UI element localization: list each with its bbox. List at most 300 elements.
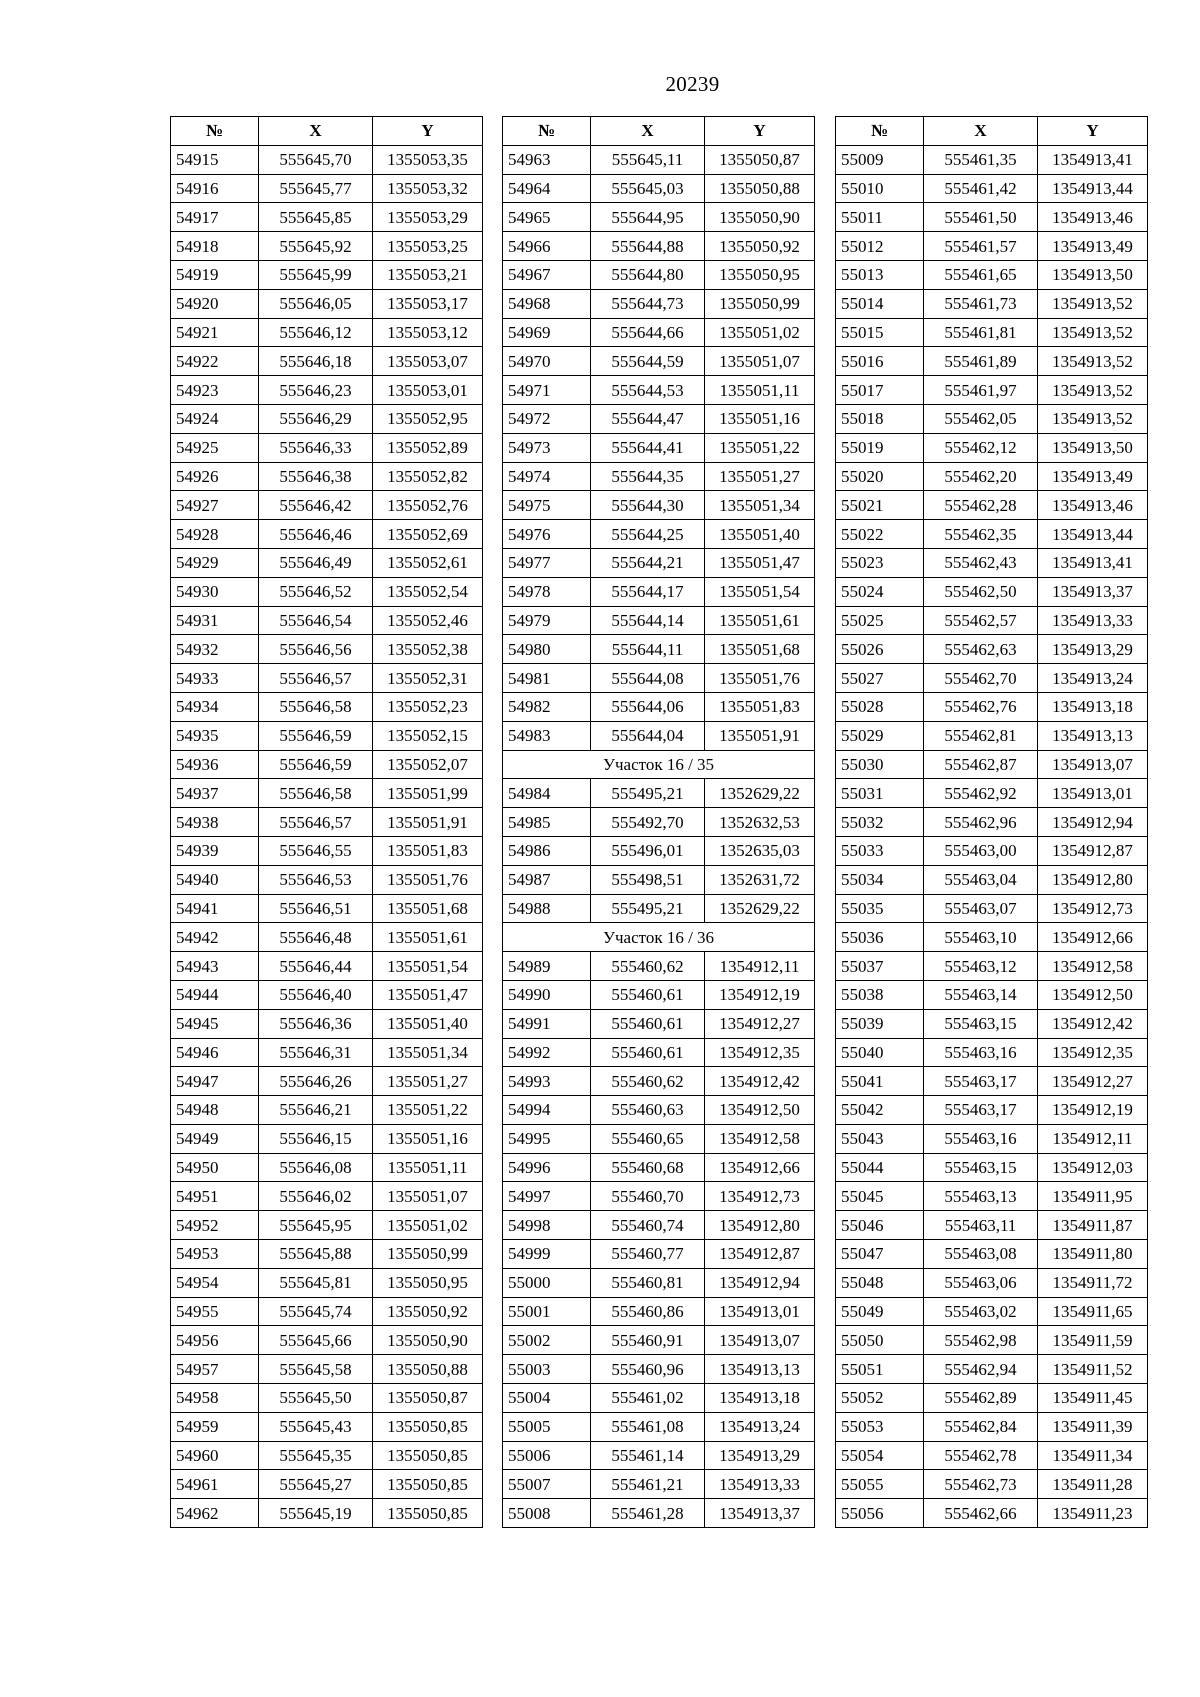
table-row	[171, 520, 483, 549]
point-number: 54918	[171, 232, 259, 261]
table-row	[171, 404, 483, 433]
point-number: 55011	[836, 203, 924, 232]
table-row	[503, 1009, 815, 1038]
point-number: 55040	[836, 1038, 924, 1067]
y-coordinate: 1354911,28	[1038, 1470, 1148, 1499]
table-row	[503, 376, 815, 405]
y-coordinate: 1354913,37	[1038, 577, 1148, 606]
x-coordinate: 555462,12	[924, 433, 1038, 462]
table-row	[503, 779, 815, 808]
table-row	[836, 779, 1148, 808]
y-coordinate: 1355053,21	[373, 260, 483, 289]
y-coordinate: 1354913,29	[1038, 635, 1148, 664]
table-row	[836, 520, 1148, 549]
y-coordinate: 1355053,29	[373, 203, 483, 232]
x-coordinate: 555462,98	[924, 1326, 1038, 1355]
table-row	[836, 1211, 1148, 1240]
point-number: 55002	[503, 1326, 591, 1355]
table-row	[836, 318, 1148, 347]
section-title: Участок 16 / 36	[503, 923, 815, 952]
y-coordinate: 1355051,40	[373, 1009, 483, 1038]
point-number: 54934	[171, 692, 259, 721]
x-coordinate: 555644,17	[591, 577, 705, 606]
point-number: 55033	[836, 836, 924, 865]
table-row	[836, 347, 1148, 376]
x-coordinate: 555644,14	[591, 606, 705, 635]
table-header-row	[836, 117, 1148, 146]
x-coordinate: 555462,35	[924, 520, 1038, 549]
point-number: 54997	[503, 1182, 591, 1211]
table-row	[836, 1153, 1148, 1182]
table-row	[836, 145, 1148, 174]
x-coordinate: 555463,17	[924, 1096, 1038, 1125]
point-number: 54966	[503, 232, 591, 261]
point-number: 55026	[836, 635, 924, 664]
x-coordinate: 555645,88	[259, 1240, 373, 1269]
y-coordinate: 1354913,46	[1038, 491, 1148, 520]
point-number: 55034	[836, 865, 924, 894]
table-row	[836, 174, 1148, 203]
table-row	[171, 1297, 483, 1326]
point-number: 54916	[171, 174, 259, 203]
x-coordinate: 555644,30	[591, 491, 705, 520]
x-coordinate: 555646,33	[259, 433, 373, 462]
point-number: 54998	[503, 1211, 591, 1240]
table-row	[836, 1297, 1148, 1326]
table-row	[836, 836, 1148, 865]
x-coordinate: 555463,00	[924, 836, 1038, 865]
y-coordinate: 1355051,27	[705, 462, 815, 491]
x-coordinate: 555463,17	[924, 1067, 1038, 1096]
point-number: 54950	[171, 1153, 259, 1182]
table-row	[836, 606, 1148, 635]
point-number: 54961	[171, 1470, 259, 1499]
x-coordinate: 555460,61	[591, 1038, 705, 1067]
section-row	[503, 923, 815, 952]
table-row	[171, 779, 483, 808]
table-row	[836, 548, 1148, 577]
point-number: 55054	[836, 1441, 924, 1470]
y-coordinate: 1354913,24	[705, 1412, 815, 1441]
point-number: 55050	[836, 1326, 924, 1355]
y-coordinate: 1355052,46	[373, 606, 483, 635]
header-x: X	[259, 117, 373, 146]
section-row	[503, 750, 815, 779]
point-number: 54946	[171, 1038, 259, 1067]
point-number: 55014	[836, 289, 924, 318]
y-coordinate: 1355052,89	[373, 433, 483, 462]
x-coordinate: 555646,40	[259, 980, 373, 1009]
table-row	[836, 1355, 1148, 1384]
point-number: 54941	[171, 894, 259, 923]
table-row	[836, 635, 1148, 664]
x-coordinate: 555644,08	[591, 664, 705, 693]
y-coordinate: 1354912,73	[705, 1182, 815, 1211]
y-coordinate: 1355050,87	[373, 1384, 483, 1413]
table-row	[836, 721, 1148, 750]
y-coordinate: 1355050,92	[705, 232, 815, 261]
x-coordinate: 555462,78	[924, 1441, 1038, 1470]
point-number: 55048	[836, 1268, 924, 1297]
x-coordinate: 555646,38	[259, 462, 373, 491]
table-row	[503, 347, 815, 376]
y-coordinate: 1355051,02	[373, 1211, 483, 1240]
x-coordinate: 555646,49	[259, 548, 373, 577]
table-row	[171, 721, 483, 750]
table-row	[171, 1096, 483, 1125]
point-number: 54919	[171, 260, 259, 289]
x-coordinate: 555460,77	[591, 1240, 705, 1269]
y-coordinate: 1354912,27	[1038, 1067, 1148, 1096]
x-coordinate: 555460,96	[591, 1355, 705, 1384]
x-coordinate: 555644,53	[591, 376, 705, 405]
x-coordinate: 555463,02	[924, 1297, 1038, 1326]
table-row	[836, 1499, 1148, 1528]
table-row	[836, 203, 1148, 232]
table-row	[503, 692, 815, 721]
table-row	[503, 318, 815, 347]
x-coordinate: 555645,70	[259, 145, 373, 174]
table-row	[171, 1240, 483, 1269]
x-coordinate: 555461,14	[591, 1441, 705, 1470]
table-row	[171, 376, 483, 405]
table-row	[836, 1067, 1148, 1096]
x-coordinate: 555644,41	[591, 433, 705, 462]
y-coordinate: 1355052,69	[373, 520, 483, 549]
x-coordinate: 555463,11	[924, 1211, 1038, 1240]
y-coordinate: 1354913,13	[705, 1355, 815, 1384]
y-coordinate: 1355050,85	[373, 1441, 483, 1470]
point-number: 54960	[171, 1441, 259, 1470]
x-coordinate: 555462,87	[924, 750, 1038, 779]
table-row	[503, 1182, 815, 1211]
table-row	[836, 1268, 1148, 1297]
y-coordinate: 1354913,13	[1038, 721, 1148, 750]
point-number: 55008	[503, 1499, 591, 1528]
y-coordinate: 1354913,01	[705, 1297, 815, 1326]
table-row	[836, 750, 1148, 779]
table-row	[171, 203, 483, 232]
point-number: 55009	[836, 145, 924, 174]
y-coordinate: 1352629,22	[705, 779, 815, 808]
y-coordinate: 1355050,88	[373, 1355, 483, 1384]
y-coordinate: 1355050,92	[373, 1297, 483, 1326]
x-coordinate: 555646,02	[259, 1182, 373, 1211]
y-coordinate: 1354912,35	[705, 1038, 815, 1067]
table-row	[171, 1441, 483, 1470]
y-coordinate: 1354912,27	[705, 1009, 815, 1038]
y-coordinate: 1355053,01	[373, 376, 483, 405]
table-row	[503, 952, 815, 981]
x-coordinate: 555461,35	[924, 145, 1038, 174]
point-number: 55024	[836, 577, 924, 606]
point-number: 55025	[836, 606, 924, 635]
x-coordinate: 555645,81	[259, 1268, 373, 1297]
table-row	[503, 808, 815, 837]
y-coordinate: 1355050,88	[705, 174, 815, 203]
table-row	[171, 1124, 483, 1153]
x-coordinate: 555646,44	[259, 952, 373, 981]
y-coordinate: 1354913,07	[1038, 750, 1148, 779]
y-coordinate: 1355050,90	[705, 203, 815, 232]
table-row	[171, 1067, 483, 1096]
y-coordinate: 1354912,42	[705, 1067, 815, 1096]
x-coordinate: 555492,70	[591, 808, 705, 837]
point-number: 54920	[171, 289, 259, 318]
x-coordinate: 555645,95	[259, 1211, 373, 1240]
point-number: 55047	[836, 1240, 924, 1269]
point-number: 55022	[836, 520, 924, 549]
point-number: 54996	[503, 1153, 591, 1182]
x-coordinate: 555460,62	[591, 1067, 705, 1096]
point-number: 54952	[171, 1211, 259, 1240]
header-y: Y	[1038, 117, 1148, 146]
table-row	[836, 462, 1148, 491]
point-number: 54931	[171, 606, 259, 635]
table-row	[503, 1326, 815, 1355]
point-number: 55007	[503, 1470, 591, 1499]
x-coordinate: 555462,05	[924, 404, 1038, 433]
table-row	[503, 548, 815, 577]
y-coordinate: 1355053,17	[373, 289, 483, 318]
y-coordinate: 1355050,95	[705, 260, 815, 289]
point-number: 54979	[503, 606, 591, 635]
point-number: 54949	[171, 1124, 259, 1153]
table-row	[503, 1441, 815, 1470]
x-coordinate: 555460,63	[591, 1096, 705, 1125]
y-coordinate: 1354912,35	[1038, 1038, 1148, 1067]
x-coordinate: 555462,50	[924, 577, 1038, 606]
table-row	[171, 1470, 483, 1499]
y-coordinate: 1354913,52	[1038, 404, 1148, 433]
table-row	[171, 491, 483, 520]
x-coordinate: 555644,11	[591, 635, 705, 664]
x-coordinate: 555462,73	[924, 1470, 1038, 1499]
point-number: 55013	[836, 260, 924, 289]
point-number: 54959	[171, 1412, 259, 1441]
point-number: 54936	[171, 750, 259, 779]
point-number: 54964	[503, 174, 591, 203]
y-coordinate: 1355051,91	[373, 808, 483, 837]
x-coordinate: 555463,10	[924, 923, 1038, 952]
y-coordinate: 1355052,07	[373, 750, 483, 779]
header-y: Y	[705, 117, 815, 146]
x-coordinate: 555644,80	[591, 260, 705, 289]
y-coordinate: 1354913,49	[1038, 462, 1148, 491]
y-coordinate: 1354913,18	[705, 1384, 815, 1413]
x-coordinate: 555646,42	[259, 491, 373, 520]
table-row	[171, 433, 483, 462]
table-row	[503, 836, 815, 865]
point-number: 55043	[836, 1124, 924, 1153]
x-coordinate: 555645,19	[259, 1499, 373, 1528]
x-coordinate: 555460,62	[591, 952, 705, 981]
point-number: 55037	[836, 952, 924, 981]
point-number: 54965	[503, 203, 591, 232]
table-row	[503, 1470, 815, 1499]
y-coordinate: 1355052,23	[373, 692, 483, 721]
point-number: 54935	[171, 721, 259, 750]
point-number: 54954	[171, 1268, 259, 1297]
y-coordinate: 1355051,07	[705, 347, 815, 376]
point-number: 55030	[836, 750, 924, 779]
point-number: 55046	[836, 1211, 924, 1240]
table-row	[503, 1124, 815, 1153]
table-row	[836, 1326, 1148, 1355]
point-number: 54942	[171, 923, 259, 952]
table-row	[171, 1009, 483, 1038]
y-coordinate: 1354911,95	[1038, 1182, 1148, 1211]
x-coordinate: 555645,27	[259, 1470, 373, 1499]
y-coordinate: 1354913,33	[705, 1470, 815, 1499]
point-number: 55055	[836, 1470, 924, 1499]
table-row	[171, 923, 483, 952]
x-coordinate: 555460,74	[591, 1211, 705, 1240]
point-number: 54962	[171, 1499, 259, 1528]
table-row	[171, 865, 483, 894]
table-row	[503, 980, 815, 1009]
point-number: 55006	[503, 1441, 591, 1470]
point-number: 55004	[503, 1384, 591, 1413]
point-number: 54940	[171, 865, 259, 894]
point-number: 55005	[503, 1412, 591, 1441]
point-number: 54938	[171, 808, 259, 837]
point-number: 54990	[503, 980, 591, 1009]
table-row	[836, 1124, 1148, 1153]
y-coordinate: 1355053,07	[373, 347, 483, 376]
x-coordinate: 555461,81	[924, 318, 1038, 347]
table-row	[171, 174, 483, 203]
point-number: 55023	[836, 548, 924, 577]
table-row	[171, 1268, 483, 1297]
table-row	[836, 1470, 1148, 1499]
y-coordinate: 1354912,11	[1038, 1124, 1148, 1153]
table-row	[503, 1355, 815, 1384]
point-number: 55044	[836, 1153, 924, 1182]
point-number: 55012	[836, 232, 924, 261]
x-coordinate: 555644,59	[591, 347, 705, 376]
point-number: 55020	[836, 462, 924, 491]
table-row	[171, 289, 483, 318]
point-number: 55000	[503, 1268, 591, 1297]
table-row	[503, 462, 815, 491]
x-coordinate: 555461,89	[924, 347, 1038, 376]
y-coordinate: 1355051,68	[705, 635, 815, 664]
point-number: 55036	[836, 923, 924, 952]
x-coordinate: 555461,42	[924, 174, 1038, 203]
x-coordinate: 555463,07	[924, 894, 1038, 923]
point-number: 54995	[503, 1124, 591, 1153]
table-row	[171, 260, 483, 289]
y-coordinate: 1354912,50	[1038, 980, 1148, 1009]
x-coordinate: 555644,06	[591, 692, 705, 721]
table-row	[503, 1153, 815, 1182]
table-row	[171, 750, 483, 779]
table-row	[503, 635, 815, 664]
point-number: 55021	[836, 491, 924, 520]
table-row	[171, 1412, 483, 1441]
x-coordinate: 555460,68	[591, 1153, 705, 1182]
point-number: 54976	[503, 520, 591, 549]
x-coordinate: 555462,92	[924, 779, 1038, 808]
y-coordinate: 1354912,94	[1038, 808, 1148, 837]
y-coordinate: 1354912,87	[705, 1240, 815, 1269]
y-coordinate: 1355051,34	[705, 491, 815, 520]
x-coordinate: 555646,23	[259, 376, 373, 405]
y-coordinate: 1352629,22	[705, 894, 815, 923]
y-coordinate: 1355050,99	[705, 289, 815, 318]
x-coordinate: 555498,51	[591, 865, 705, 894]
y-coordinate: 1354912,80	[1038, 865, 1148, 894]
coordinates-table-3	[835, 116, 1148, 1528]
table-row	[171, 318, 483, 347]
table-row	[503, 1268, 815, 1297]
point-number: 54984	[503, 779, 591, 808]
point-number: 55056	[836, 1499, 924, 1528]
point-number: 54957	[171, 1355, 259, 1384]
table-row	[171, 692, 483, 721]
table-row	[503, 232, 815, 261]
table-row	[171, 1499, 483, 1528]
point-number: 54953	[171, 1240, 259, 1269]
table-row	[503, 1240, 815, 1269]
x-coordinate: 555646,51	[259, 894, 373, 923]
x-coordinate: 555646,57	[259, 808, 373, 837]
table-row	[836, 923, 1148, 952]
header-x: X	[924, 117, 1038, 146]
y-coordinate: 1354911,65	[1038, 1297, 1148, 1326]
x-coordinate: 555463,16	[924, 1038, 1038, 1067]
point-number: 55029	[836, 721, 924, 750]
y-coordinate: 1354913,07	[705, 1326, 815, 1355]
table-row	[171, 347, 483, 376]
point-number: 54921	[171, 318, 259, 347]
y-coordinate: 1354912,50	[705, 1096, 815, 1125]
point-number: 54929	[171, 548, 259, 577]
point-number: 54933	[171, 664, 259, 693]
table-row	[171, 952, 483, 981]
point-number: 54975	[503, 491, 591, 520]
table-row	[836, 491, 1148, 520]
x-coordinate: 555646,52	[259, 577, 373, 606]
point-number: 54926	[171, 462, 259, 491]
table-row	[171, 664, 483, 693]
x-coordinate: 555463,08	[924, 1240, 1038, 1269]
y-coordinate: 1355050,87	[705, 145, 815, 174]
x-coordinate: 555646,36	[259, 1009, 373, 1038]
table-row	[503, 606, 815, 635]
x-coordinate: 555646,57	[259, 664, 373, 693]
y-coordinate: 1354912,58	[705, 1124, 815, 1153]
point-number: 54928	[171, 520, 259, 549]
y-coordinate: 1355051,61	[705, 606, 815, 635]
x-coordinate: 555463,15	[924, 1009, 1038, 1038]
point-number: 54945	[171, 1009, 259, 1038]
x-coordinate: 555644,95	[591, 203, 705, 232]
x-coordinate: 555460,61	[591, 980, 705, 1009]
point-number: 55015	[836, 318, 924, 347]
x-coordinate: 555644,35	[591, 462, 705, 491]
y-coordinate: 1354913,18	[1038, 692, 1148, 721]
table-row	[171, 145, 483, 174]
table-row	[503, 664, 815, 693]
point-number: 54925	[171, 433, 259, 462]
point-number: 54939	[171, 836, 259, 865]
coordinates-table-1	[170, 116, 483, 1528]
point-number: 54994	[503, 1096, 591, 1125]
y-coordinate: 1352631,72	[705, 865, 815, 894]
y-coordinate: 1355050,95	[373, 1268, 483, 1297]
